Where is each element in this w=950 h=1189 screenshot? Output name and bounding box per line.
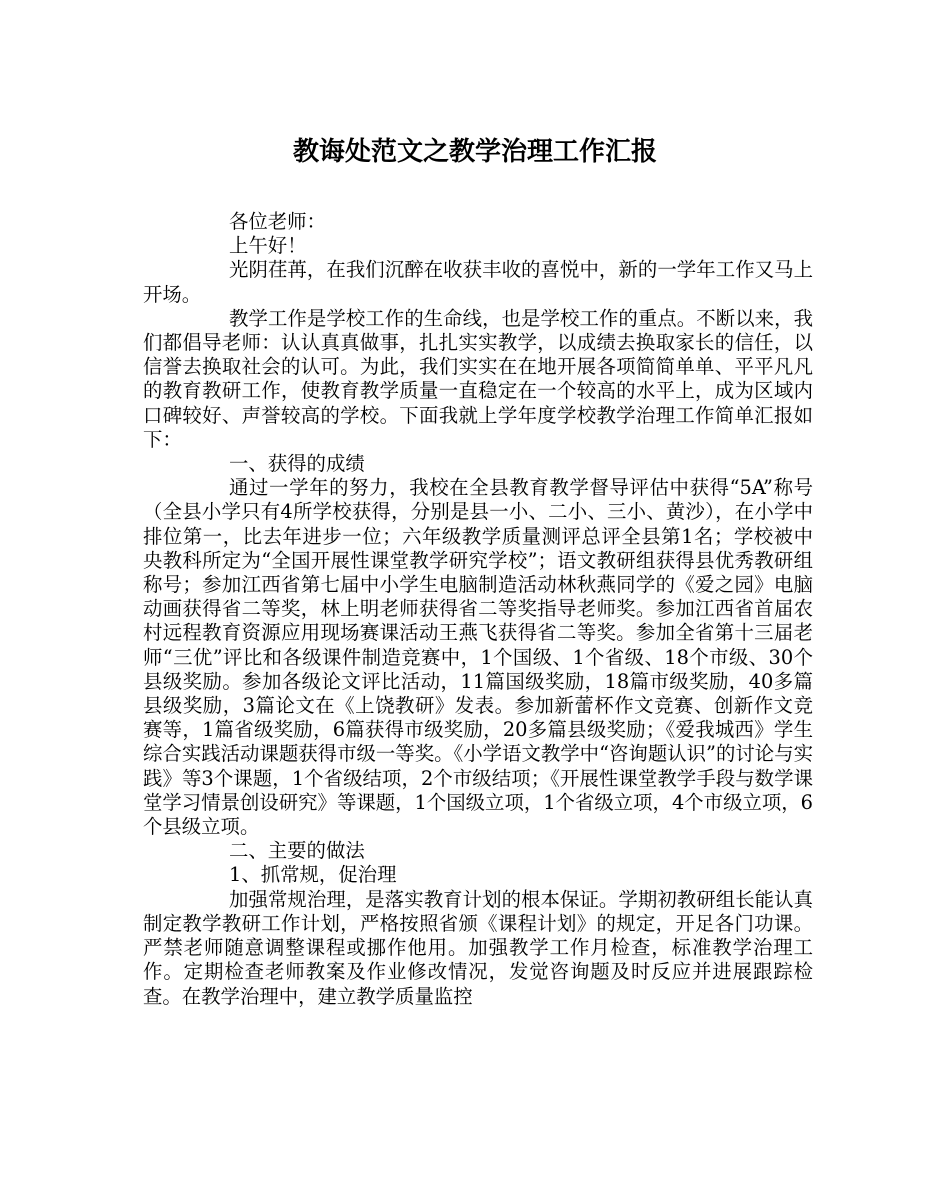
paragraph: 加强常规治理，是落实教育计划的根本保证。学期初教研组长能认真制定教学教研工作计划，严格按照省颁《课程计划》的规定，开足各门功课。严禁老师随意调整课程或挪作他用。加强教学工作月检查，标准教学治理工作。定期检查老师教案及作业修改情况，发觉咨询题及时反应并进展跟踪检查。在教学治理中，建立教学质量监控 [143,887,813,1008]
paragraph: 光阴荏苒，在我们沉醉在收获丰收的喜悦中，新的一学年工作又马上开场。 [143,258,813,306]
document-body [143,210,813,1009]
section-heading: 一、获得的成绩 [229,452,365,476]
subsection-heading: 1、抓常规，促治理 [229,863,397,887]
salutation: 各位老师： [229,210,326,233]
document-title: 教诲处范文之教学治理工作汇报 [292,137,657,167]
greeting: 上午好！ [229,234,307,258]
section-heading: 二、主要的做法 [229,839,365,863]
paragraph: 教学工作是学校工作的生命线，也是学校工作的重点。不断以来，我们都倡导老师：认认真真做事，扎扎实实教学，以成绩去换取家长的信任，以信誉去换取社会的认可。为此，我们实实在在地开展各项简简单单、平平凡凡的教育教研工作，使教育教学质量一直稳定在一个较高的水平上，成为区域内口碑较好、声誉较高的学校。下面我就上学年度学校教学治理工作简单汇报如下： [143,306,813,451]
paragraph: 通过一学年的努力，我校在全县教育教学督导评估中获得“5A”称号（全县小学只有4所学校获得，分别是县一小、二小、三小、黄沙），在小学中排位第一，比去年进步一位；六年级教学质量测评总评全县第1名；学校被中央教科所定为“全国开展性课堂教学研究学校”；语文教研组获得县优秀教研组称号；参加江西省第七届中小学生电脑制造活动林秋燕同学的《爱之园》电脑动画获得省二等奖，林上明老师获得省二等奖指导老师奖。参加江西省首届农村远程教育资源应用现场赛课活动王燕飞获得省二等奖。参加全省第十三届老师“三优”评比和各级课件制造竞赛中，1个国级、1个省级、18个市级、30个县级奖励。参加各级论文评比活动，11篇国级奖励，18篇市级奖励，40多篇县级奖励，3篇论文在《上饶教研》发表。参加新蕾杯作文竞赛、创新作文竞赛等，1篇省级奖励，6篇获得市级奖励，20多篇县级奖励；《爱我城西》学生综合实践活动课题获得市级一等奖。《小学语文教学中“咨询题认识”的讨论与实践》等3个课题，1个省级结项，2个市级结项；《开展性课堂教学手段与数学课堂学习情景创设研究》等课题，1个国级立项，1个省级立项，4个市级立项，6个县级立项。 [143,476,813,839]
